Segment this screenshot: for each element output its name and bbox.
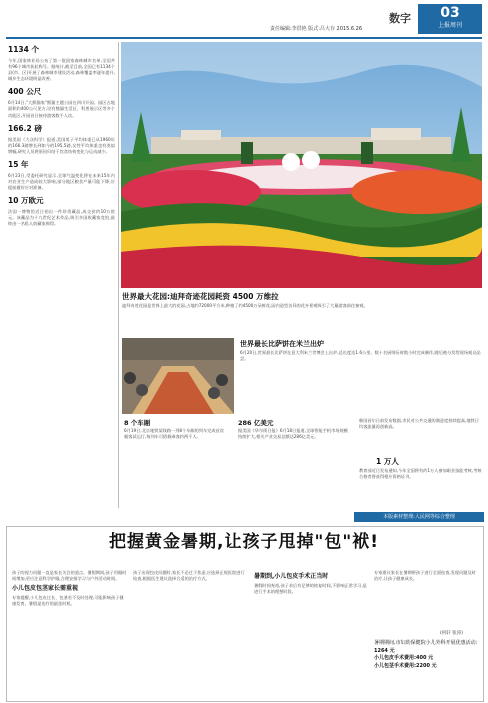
number-heading: 1134 个 (8, 45, 39, 54)
page-number-badge (418, 4, 482, 34)
photo-caption-text: 迪拜奇迹花园是世界上最大的花园,占地约72000平方米,种植了约4500万朵鲜花,园内造型各异的花卉景观吸引了大量游客前往参观。 (122, 303, 368, 308)
author-byline: (何轩 张涛) (440, 631, 463, 636)
photo-caption-title: 世界最大花园:迪拜奇迹花园耗资 4500 万维拉 (122, 292, 279, 301)
info-line: 小儿包茎手术费用:2200 元 (374, 662, 437, 669)
story-headline: 8 个车厢 (124, 419, 151, 427)
number-heading: 10 万欧元 (8, 196, 44, 206)
number-text: 法国一博物馆近日拍出一件珍贵藏品,成交价约10万欧元。该藏品为十九世纪艺术作品,吸引多国收藏家竞拍,最终由一名私人收藏家购得。 (8, 209, 115, 227)
info-line: 1264 元 (374, 647, 395, 654)
section-name: 数字 (389, 12, 411, 25)
feature-text: 孩子出现包皮问题时,家长不必过于焦虑,应选择正规医院进行检查,根据医生建议选择合适的治疗方式。 (133, 570, 245, 581)
source-note: 本版素材整理:人民网等综合整理 (354, 512, 484, 522)
number-heading: 400 公尺 (8, 87, 42, 97)
editor-credit: 责任编辑:李洪艳 版式:吕大存 2015.6.26 (270, 26, 362, 32)
feature-subheading: 小儿包皮包茎家长需重视 (12, 585, 79, 592)
feature-text: 专家提醒,小儿包皮过长、包茎若不及时处理,可能影响孩子健康发育。暑假是治疗的最佳时机。 (12, 595, 124, 606)
feature-text: 暑假时间充裕,孩子术后有足够的恢复时间,不影响正常学习,是进行手术的理想时段。 (254, 583, 367, 594)
column-divider (118, 42, 119, 508)
feature-headline: 把握黄金暑期,让孩子甩掉"包"袱! (109, 532, 379, 552)
story-headline: 286 亿美元 (238, 419, 274, 427)
flower-garden-photo (121, 42, 482, 288)
story-body: 6月20日,世界最长比萨饼在意大利米兰世博会上出炉,总长度达1.6公里。数十名厨师历时数小时完成制作,随后被分发给现场观众品尝。 (240, 350, 481, 361)
story-headline: 1 万人 (376, 457, 399, 466)
feature-column (133, 570, 248, 582)
page-number: 03 (440, 5, 460, 21)
story-body: 教育部近日发布通知,今年全国将有约1万人参加职业技能考核,考核合格者将获得相应资格证书。 (359, 468, 482, 479)
weekly-label: 上报周刊 (437, 22, 462, 29)
story-body: 韩国首尔日前发布数据,市民对公共交通的满意度持续提高,地铁日均客流量再创新高。 (359, 418, 479, 429)
feature-text: 孩子的视力问题一直是家长关注的重点。暑假期间,孩子用眼时间增加,更应注意科学护眼,合理安排学习与户外活动时间。 (12, 570, 127, 581)
feature-text: 专家建议家长在暑期带孩子进行全面检查,发现问题及时治疗,让孩子健康成长。 (374, 570, 476, 581)
number-text: 6月23日,受委托研究显示,全球气温变化将在未来15年内对农业生产造成较大影响,部分地区粮食产量可能下降,应提前做好应对准备。 (8, 172, 115, 191)
feature-column (254, 570, 369, 595)
number-text: 6月14日,"大熊猫家"熊猫主题公园在四川开园。园区占地面积约400公尺见方,设有熊猫生活区、科普展示区等多个功能区,开园首日接待游客数千人次。 (8, 100, 115, 118)
page-header (0, 0, 488, 38)
info-line: 小儿包皮手术费用:400 元 (374, 655, 434, 661)
number-text: 今年,国家林业局公布了第一批国家森林城市名单,全国共有96个城市获此称号。据统计,截至目前,全国已有1134个县(市、区)开展了森林城市建设活动,森林覆盖率逐年提升,城乡生态环境明显改善。 (8, 58, 115, 82)
feature-subheading: 暑期到,小儿包皮手术正当时 (254, 573, 329, 580)
price-info (374, 640, 479, 670)
story-body: 6月19日,北京地铁某线路一列8个车厢的列车完成首次载客试运行,每列车可搭载乘客约两千人。 (124, 428, 224, 439)
number-heading: 15 年 (8, 159, 29, 169)
feature-column (374, 570, 479, 582)
info-line: 暑期期间,市妇幼保健院小儿外科开展优惠活动: (374, 640, 478, 646)
numbers-column (8, 42, 115, 508)
story-headline: 世界最长比萨饼在米兰出炉 (240, 340, 324, 348)
header-rule (6, 37, 482, 39)
number-text: 据美国《大众科学》报道,美国男子平均体重已从1960年的166.3磅增长到如今的195.5磅,女性平均体重也有类似增幅,研究人员将原因归结于饮食结构变化与运动减少。 (8, 136, 115, 154)
feature-column (12, 570, 127, 607)
pizza-photo (122, 338, 234, 414)
story-body: 据美国《华尔街日报》6月18日报道,全球智能手机市场规模持续扩大,相关产业交易总额达286亿美元。 (238, 428, 348, 439)
number-heading: 166.2 磅 (8, 123, 42, 133)
feature-box (6, 526, 484, 702)
